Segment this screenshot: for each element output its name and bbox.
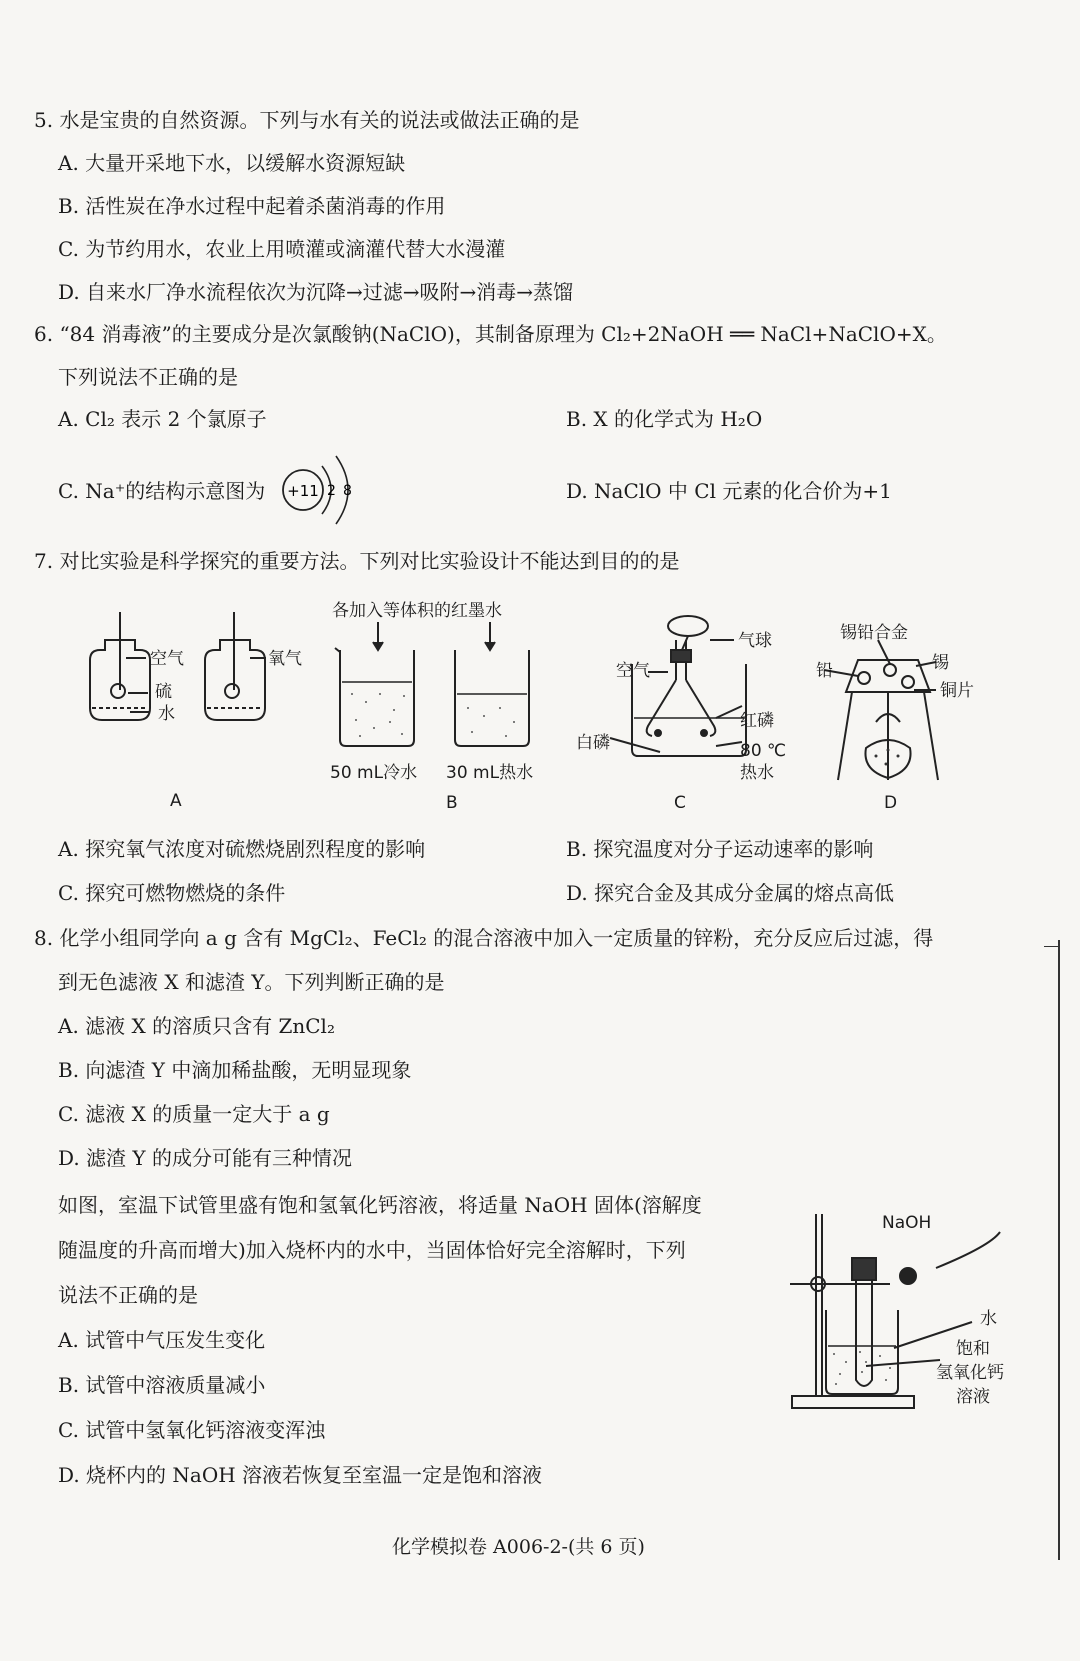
- q7-option-d: D. 探究合金及其成分金属的熔点高低: [566, 881, 895, 905]
- fig-d-tin-label: 锡: [932, 653, 949, 673]
- q9-option-d: D. 烧杯内的 NaOH 溶液若恢复至室温一定是饱和溶液: [58, 1463, 543, 1487]
- q5-option-d: D. 自来水厂净水流程依次为沉降→过滤→吸附→消毒→蒸馏: [58, 280, 574, 304]
- q6-stem: 6. “84 消毒液”的主要成分是次氯酸钠(NaClO)，其制备原理为 Cl₂+2NaOH ══ NaCl+NaClO+X。: [34, 322, 947, 346]
- q9-stem-3: 说法不正确的是: [58, 1283, 198, 1307]
- q9-solution-label-2: 氢氧化钙: [936, 1363, 1004, 1383]
- fig-c-hot-water-label: 热水: [740, 763, 774, 783]
- fig-c-red-phosphorus-label: 红磷: [740, 711, 774, 731]
- ion-nucleus-label: +11: [287, 482, 319, 500]
- fig-a-oxygen-label: 氧气: [268, 649, 302, 669]
- q8-stem: 8. 化学小组同学向 a g 含有 MgCl₂、FeCl₂ 的混合溶液中加入一定质量的锌粉，充分反应后过滤，得: [34, 926, 934, 950]
- q5-option-a: A. 大量开采地下水，以缓解水资源短缺: [58, 151, 406, 175]
- q7-option-b: B. 探究温度对分子运动速率的影响: [566, 837, 874, 861]
- fig-c-apparatus: [610, 616, 746, 756]
- fig-b-beakers: [335, 622, 529, 746]
- fig-b-cold-water-label: 50 mL冷水: [330, 763, 418, 783]
- fig-b-label: B: [446, 793, 458, 813]
- fig-a-air-label: 空气: [150, 649, 184, 669]
- q8-option-c: C. 滤液 X 的质量一定大于 a g: [58, 1102, 330, 1126]
- q9-water-label: 水: [980, 1309, 997, 1329]
- binding-edge-line: [1058, 940, 1060, 1560]
- q5-option-c: C. 为节约用水，农业上用喷灌或滴灌代替大水漫灌: [58, 237, 506, 261]
- fig-c-temp-label: 80 ℃: [740, 741, 787, 761]
- q6-stem-2: 下列说法不正确的是: [58, 365, 238, 389]
- q8-option-b: B. 向滤渣 Y 中滴加稀盐酸，无明显现象: [58, 1058, 412, 1082]
- q8-option-a: A. 滤液 X 的溶质只含有 ZnCl₂: [58, 1014, 335, 1038]
- fig-d-lead-label: 铅: [816, 661, 833, 681]
- q6-option-a: A. Cl₂ 表示 2 个氯原子: [58, 407, 267, 431]
- q7-option-a: A. 探究氧气浓度对硫燃烧剧烈程度的影响: [58, 837, 426, 861]
- q9-solution-label-1: 饱和: [956, 1339, 990, 1359]
- fig-d-apparatus: [824, 640, 938, 780]
- fig-c-air-label: 空气: [616, 661, 650, 681]
- fig-c-balloon-label: 气球: [738, 631, 772, 651]
- fig-c-label: C: [674, 793, 686, 813]
- q9-apparatus: [790, 1214, 1000, 1408]
- q8-stem-2: 到无色滤液 X 和滤渣 Y。下列判断正确的是: [58, 970, 445, 994]
- fig-d-alloy-label: 锡铅合金: [840, 623, 908, 643]
- ion-shell-1-count: 2: [327, 483, 336, 499]
- q9-option-a: A. 试管中气压发生变化: [58, 1328, 266, 1352]
- q9-stem-2: 随温度的升高而增大)加入烧杯内的水中，当固体恰好完全溶解时，下列: [58, 1238, 686, 1262]
- q6-option-b: B. X 的化学式为 H₂O: [566, 407, 763, 431]
- fig-a-sulfur-label: 硫: [155, 682, 172, 702]
- fig-c-white-phosphorus-label: 白磷: [576, 733, 610, 753]
- ion-shell-2-count: 8: [343, 483, 352, 499]
- binding-edge-tick: [1044, 946, 1060, 947]
- q6-option-c: C. Na⁺的结构示意图为: [58, 479, 266, 503]
- fig-a-label: A: [170, 791, 182, 811]
- fig-b-hot-water-label: 30 mL热水: [446, 763, 534, 783]
- q9-stem: 如图，室温下试管里盛有饱和氢氧化钙溶液，将适量 NaOH 固体(溶解度: [58, 1193, 702, 1217]
- q7-stem: 7. 对比实验是科学探究的重要方法。下列对比实验设计不能达到目的的是: [34, 549, 680, 573]
- page-footer: 化学模拟卷 A006-2-(共 6 页): [392, 1536, 645, 1558]
- fig-a-water-label: 水: [158, 704, 175, 724]
- fig-a-bottles: [90, 612, 266, 720]
- q6-option-d: D. NaClO 中 Cl 元素的化合价为+1: [566, 479, 892, 503]
- fig-b-top-label: 各加入等体积的红墨水: [332, 601, 502, 621]
- q9-option-c: C. 试管中氢氧化钙溶液变浑浊: [58, 1418, 326, 1442]
- q5-stem: 5. 水是宝贵的自然资源。下列与水有关的说法或做法正确的是: [34, 108, 580, 132]
- q9-option-b: B. 试管中溶液质量减小: [58, 1373, 266, 1397]
- q9-solution-label-3: 溶液: [956, 1387, 990, 1407]
- q8-option-d: D. 滤渣 Y 的成分可能有三种情况: [58, 1146, 352, 1170]
- fig-d-copper-label: 铜片: [940, 681, 974, 701]
- fig-d-label: D: [884, 793, 898, 813]
- q7-option-c: C. 探究可燃物燃烧的条件: [58, 881, 286, 905]
- q9-naoh-label: NaOH: [882, 1213, 932, 1233]
- q5-option-b: B. 活性炭在净水过程中起着杀菌消毒的作用: [58, 194, 446, 218]
